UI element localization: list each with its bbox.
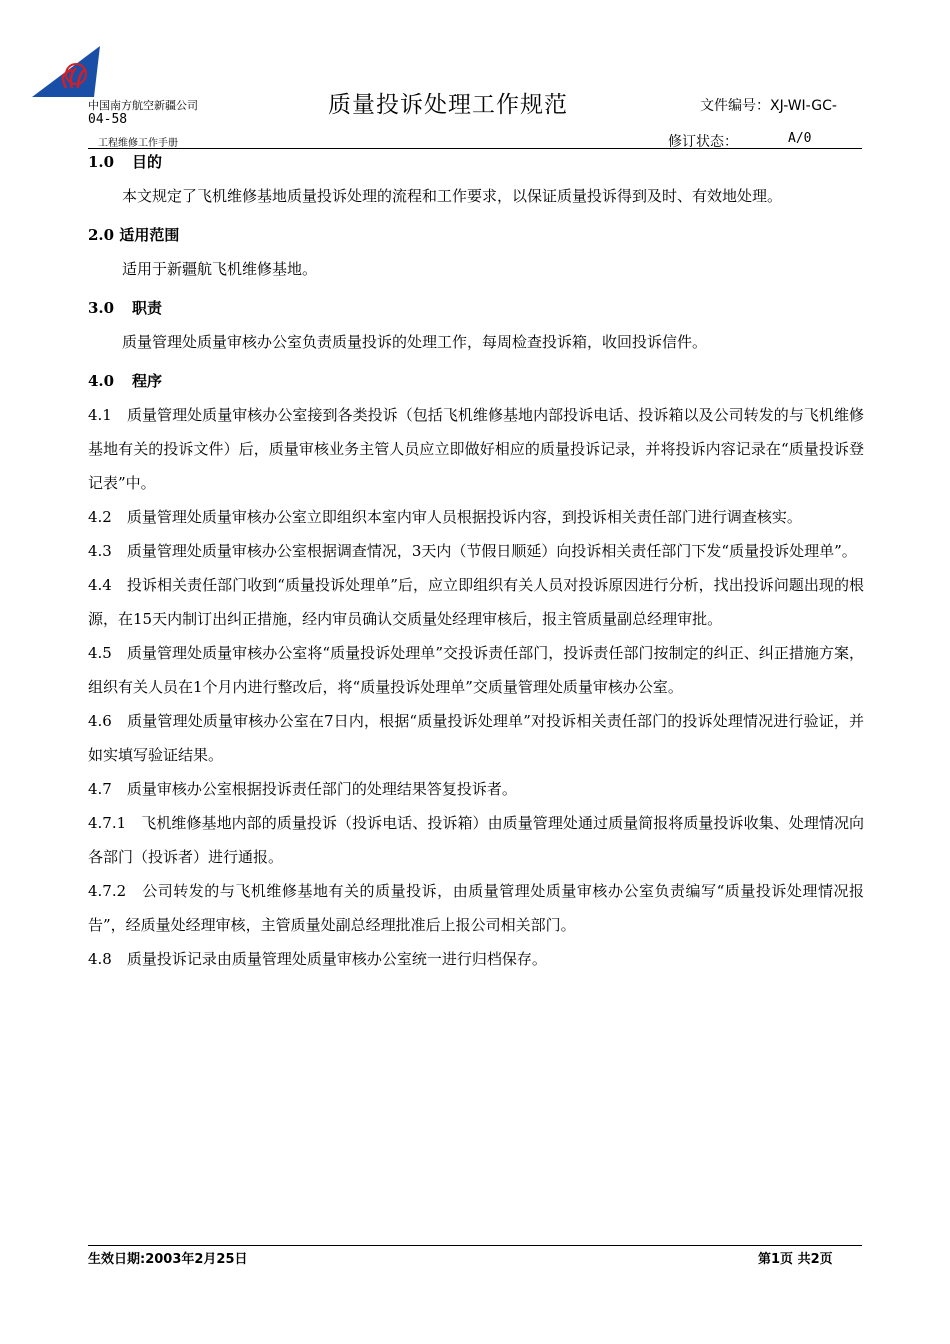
procedure-item: 4.7.2 公司转发的与飞机维修基地有关的质量投诉，由质量管理处质量审核办公室负责编写“质量投诉处理情况报告”，经质量处经理审核，主管质量处副总经理批准后上报公司相关部门。 bbox=[88, 882, 864, 934]
section-text: 本文规定了飞机维修基地质量投诉处理的流程和工作要求，以保证质量投诉得到及时、有效地处理。 bbox=[122, 187, 783, 205]
section-heading-scope bbox=[88, 223, 864, 247]
header-divider bbox=[88, 148, 862, 149]
section-number: 2.0 bbox=[88, 226, 115, 244]
section-number: 3.0 bbox=[88, 299, 115, 317]
page-title: 质量投诉处理工作规范 bbox=[328, 92, 568, 118]
airline-logo-icon bbox=[32, 44, 104, 100]
procedure-item: 4.2 质量管理处质量审核办公室立即组织本室内审人员根据投诉内容，到投诉相关责任部门进行调查核实。 bbox=[88, 508, 802, 526]
section-heading-purpose bbox=[88, 150, 864, 174]
effective-date: 生效日期:2003年2月25日 bbox=[88, 1252, 248, 1267]
footer-divider bbox=[88, 1245, 862, 1246]
procedure-item: 4.7 质量审核办公室根据投诉责任部门的处理结果答复投诉者。 bbox=[88, 780, 517, 798]
section-number: 4.0 bbox=[88, 372, 115, 390]
procedure-item: 4.8 质量投诉记录由质量管理处质量审核办公室统一进行归档保存。 bbox=[88, 950, 547, 968]
revision-status-value: A/0 bbox=[788, 131, 812, 146]
procedure-item: 4.7.1 飞机维修基地内部的质量投诉（投诉电话、投诉箱）由质量管理处通过质量简报将质量投诉收集、处理情况向各部门（投诉者）进行通报。 bbox=[88, 814, 864, 866]
procedure-item: 4.1 质量管理处质量审核办公室接到各类投诉（包括飞机维修基地内部投诉电话、投诉箱以及公司转发的与飞机维修基地有关的投诉文件）后，质量审核业务主管人员应立即做好相应的质量投诉记录，并将投诉内容记录在“质量投诉登记表”中。 bbox=[88, 406, 864, 492]
revision-status-label: 修订状态： bbox=[668, 134, 738, 150]
manual-name: 工程维修工作手册 bbox=[98, 138, 178, 149]
section-title: 程序 bbox=[132, 372, 163, 390]
section-heading-procedure bbox=[88, 369, 864, 393]
procedure-item: 4.5 质量管理处质量审核办公室将“质量投诉处理单”交投诉责任部门，投诉责任部门按制定的纠正、纠正措施方案，组织有关人员在1个月内进行整改后，将“质量投诉处理单”交质量管理处质量审核办公室。 bbox=[88, 644, 864, 696]
section-heading-responsibility bbox=[88, 296, 864, 320]
document-number-label: 文件编号：XJ-WI-GC- bbox=[700, 98, 837, 114]
document-number-continuation: 04-58 bbox=[88, 112, 128, 127]
section-title: 适用范围 bbox=[119, 226, 180, 244]
page-number: 第1页 共2页 bbox=[758, 1252, 833, 1267]
section-number: 1.0 bbox=[88, 153, 115, 171]
procedure-item: 4.6 质量管理处质量审核办公室在7日内，根据“质量投诉处理单”对投诉相关责任部门的投诉处理情况进行验证，并如实填写验证结果。 bbox=[88, 712, 864, 764]
procedure-item: 4.4 投诉相关责任部门收到“质量投诉处理单”后，应立即组织有关人员对投诉原因进行分析，找出投诉问题出现的根源，在15天内制订出纠正措施，经内审员确认交质量处经理审核后，报主管质量副总经理审批。 bbox=[88, 576, 864, 628]
company-logo bbox=[32, 44, 104, 100]
section-text: 质量管理处质量审核办公室负责质量投诉的处理工作，每周检查投诉箱，收回投诉信件。 bbox=[122, 333, 708, 351]
company-name: 中国南方航空新疆公司 bbox=[88, 99, 198, 112]
section-title: 目的 bbox=[132, 153, 163, 171]
procedure-item: 4.3 质量管理处质量审核办公室根据调查情况，3天内（节假日顺延）向投诉相关责任部门下发“质量投诉处理单”。 bbox=[88, 542, 857, 560]
document-body bbox=[88, 150, 864, 976]
section-text: 适用于新疆航飞机维修基地。 bbox=[122, 260, 318, 278]
section-title: 职责 bbox=[132, 299, 163, 317]
